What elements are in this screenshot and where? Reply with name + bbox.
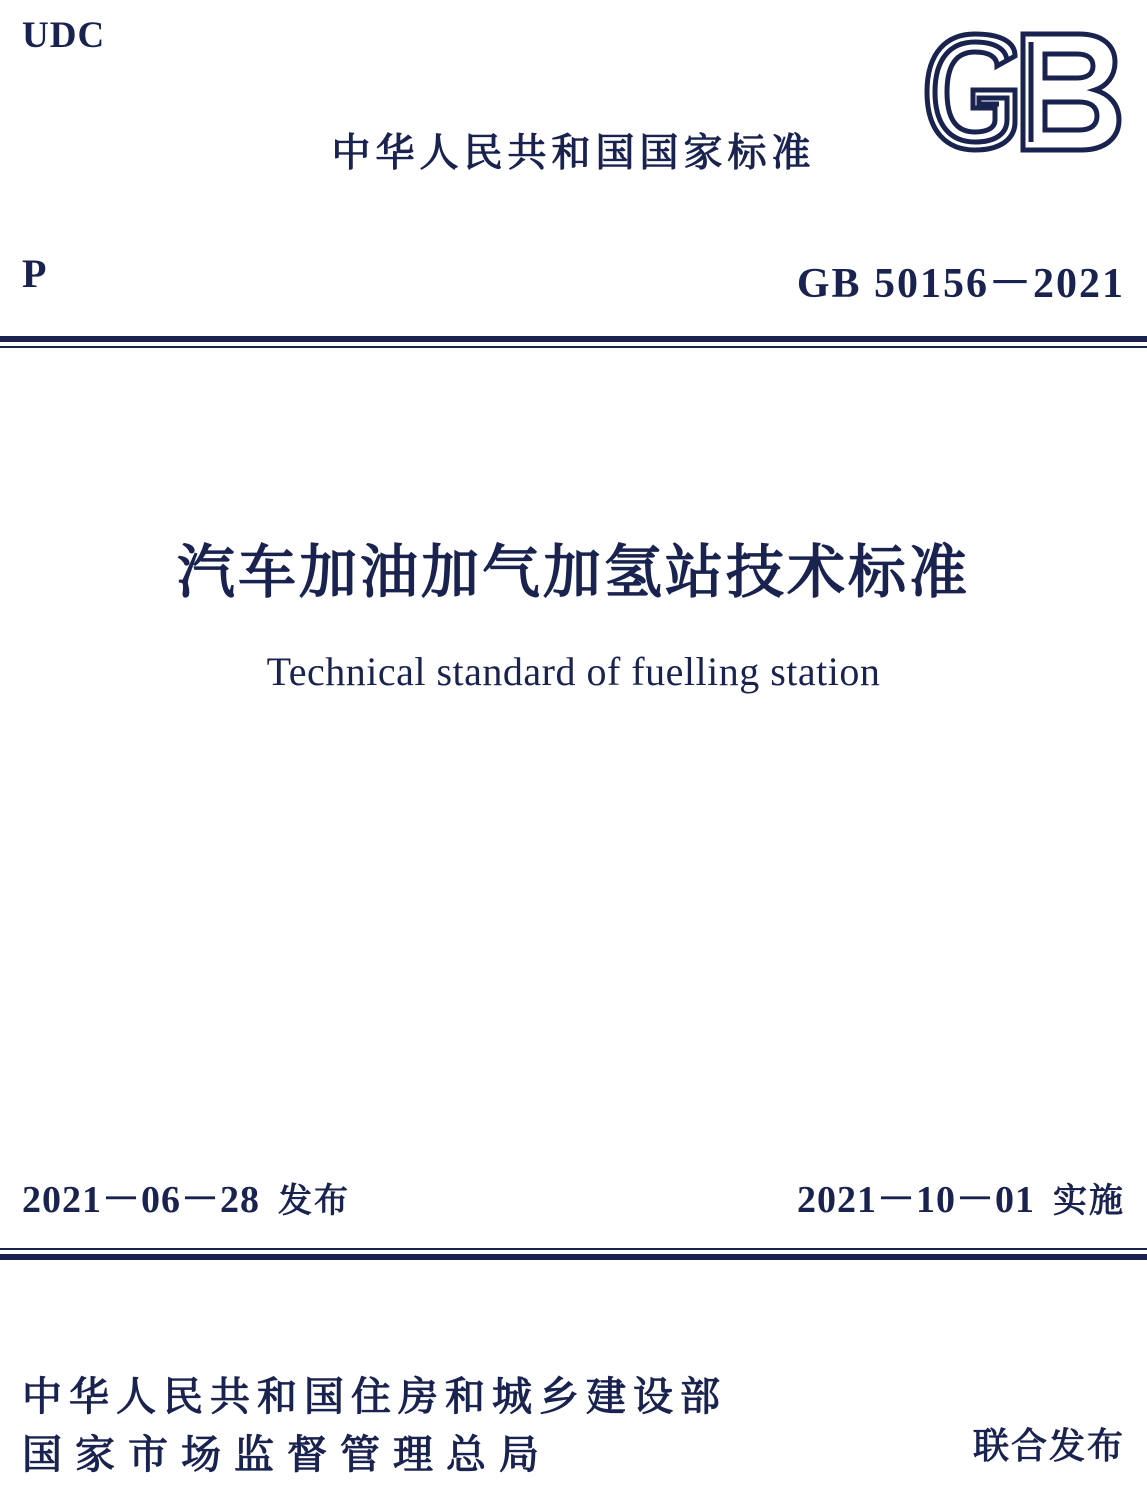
divider-bottom-thick — [0, 1254, 1147, 1260]
footer-issuers — [0, 1368, 1147, 1484]
joint-issue-label: 联合发布 — [972, 1425, 1125, 1467]
page-title-en: Technical standard of fuelling station — [266, 649, 881, 694]
issue-date-value: 2021－06－28 — [22, 1179, 261, 1221]
udc-label: UDC — [22, 15, 106, 56]
issue-date-label: 发布 — [278, 1181, 351, 1221]
national-standard-heading: 中华人民共和国国家标准 — [331, 131, 816, 176]
page-title-cn: 汽车加油加气加氢站技术标准 — [176, 538, 970, 606]
effective-date-value: 2021－10－01 — [796, 1179, 1035, 1221]
category-letter: P — [22, 251, 47, 296]
gb-logo-icon — [919, 30, 1129, 155]
divider-top-thin — [0, 346, 1147, 348]
divider-top-thick — [0, 336, 1147, 342]
issue-date-block — [22, 1168, 350, 1223]
effective-date-block — [797, 1168, 1125, 1223]
issuer-line-1: 中华人民共和国住房和城乡建设部 — [22, 1374, 727, 1420]
issuer-line-2: 国家市场监督管理总局 — [22, 1432, 552, 1478]
effective-date-label: 实施 — [1053, 1181, 1125, 1221]
issuer-names — [22, 1368, 727, 1484]
standard-number: GB 50156－2021 — [796, 261, 1125, 307]
divider-bottom-thin — [0, 1248, 1147, 1250]
